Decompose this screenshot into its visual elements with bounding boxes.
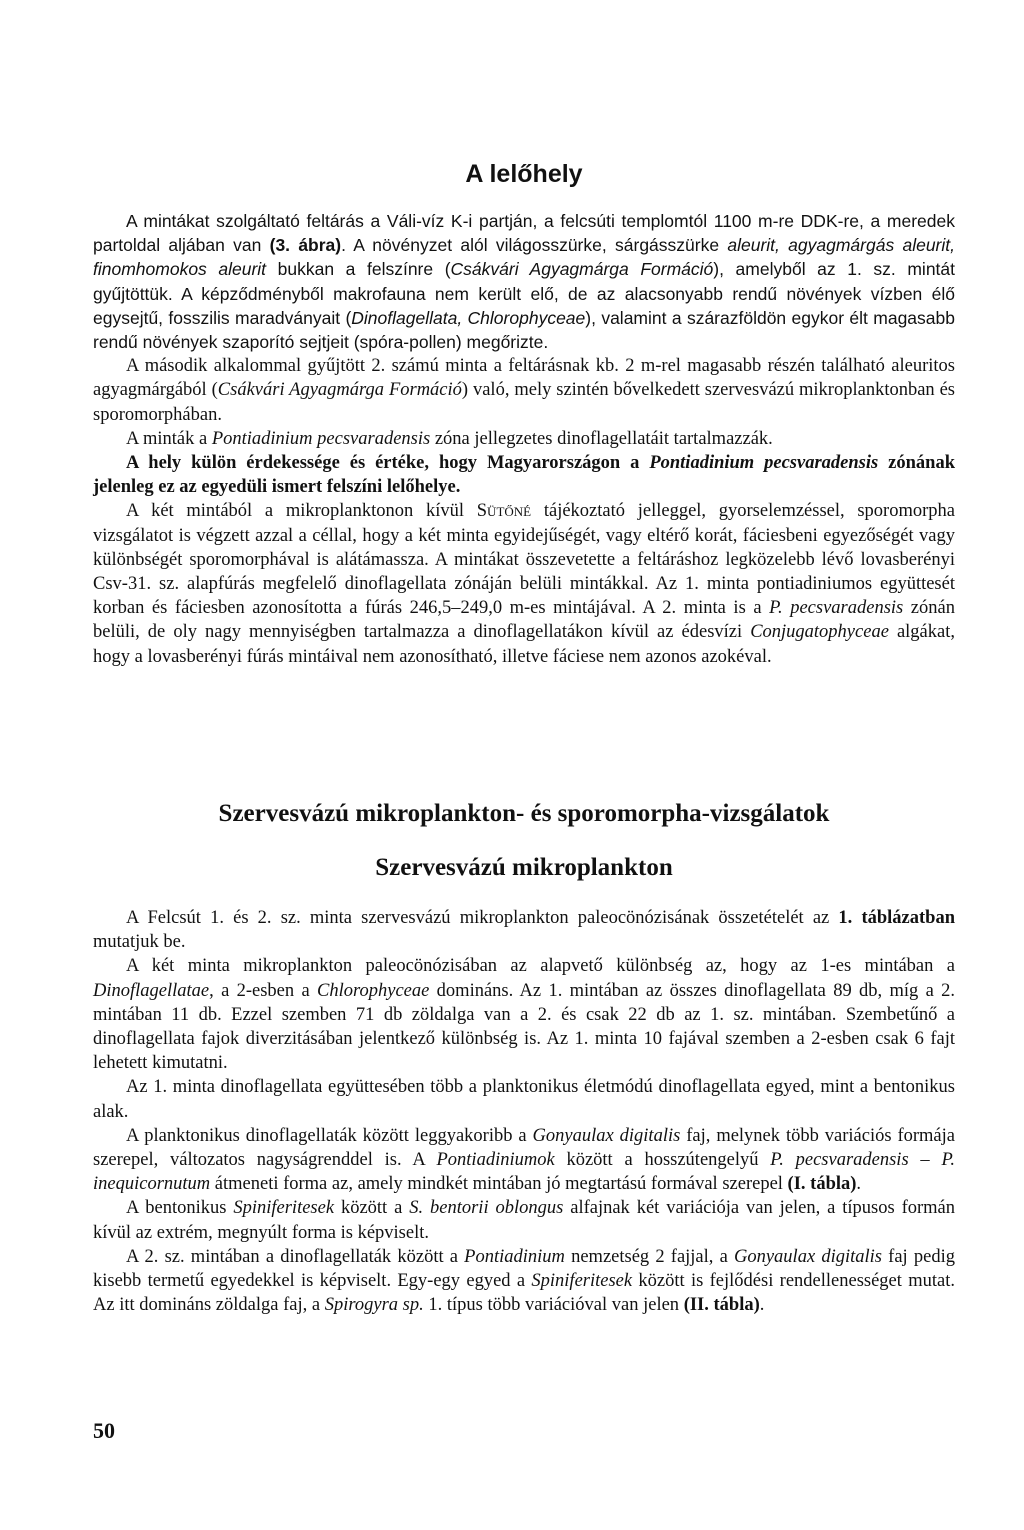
paragraph-difference: A két minta mikroplankton paleocönózisában az alapvető különbség az, hogy az 1-es mintában a Dinoflagellatae, a 2-esben a Chlorophyceae domináns. Az 1. mintában az összes dinoflagellata 89 db, míg a 2. mintában 11 db. Ezzel szemben 71 db zöldalga van a 2. és csak 22 db az 1. sz. mintában. Szembetűnő a dinoflagellata fajok diverzitásában jelentkező különbség is. Az 1. minta 10 fajával szemben a 2-esben csak 6 fajt lehetett kimutatni.: [93, 956, 955, 1074]
paragraph-sporomorpha: A két mintából a mikroplanktonon kívül Sütőné tájékoztató jelleggel, gyorselemzéssel, sporomorpha vizsgálatot is végzett azzal a céllal, hogy a két minta egyidejűségét, vagy eltérő korát, fáciesbeni egyezőségét vagy különbségét sporomorphával is alátámassza. A mintákat összevetette a feltáráshoz legközelebb lévő lovasberényi Csv-31. sz. alapfúrás megfelelő dinoflagellata zónáján belüli mintákkal. Az 1. minta pontiadiniumos együttesét korban és fáciesben azonosította a fúrás 246,5–249,0 m-es mintájával. A 2. minta is a P. pecsvaradensis zónán belüli, de oly nagy mennyiségben tartalmazza a dinoflagellatákon kívül az édesvízi Conjugatophyceae algákat, hogy a lovasberényi fúrás mintáival nem azonosítható, illetve fáciese nem azonos azokéval.: [93, 501, 955, 667]
paragraph-sample2: A 2. sz. mintában a dinoflagellaták között a Pontiadinium nemzetség 2 fajjal, a Gonyaulax digitalis faj pedig kisebb termetű egyedekkel is képviselt. Egy-egy egyed a Spiniferitesek között is fejlődési rendellenességet mutat. Az itt domináns zöldalga faj, a Spirogyra sp. 1. típus több variációval van jelen (II. tábla).: [93, 1246, 955, 1316]
section2-body: [93, 906, 955, 1317]
subsection-heading: Szervesvázú mikroplankton: [375, 854, 673, 881]
author-name: Sütőné: [476, 501, 532, 522]
section1-body: [93, 209, 955, 669]
paragraph-second-sample: A második alkalommal gyűjtött 2. számú minta a feltárásnak kb. 2 m-rel magasabb részén található aleuritos agyagmárgából (Csákvári Agyagmárga Formáció) való, mely szintén bővelkedett szervesvázú mikroplanktonban és sporomorphában.: [93, 356, 955, 425]
section-heading: Szervesvázú mikroplankton- és sporomorpha-vizsgálatok: [218, 800, 830, 827]
paragraph-planktonic: Az 1. minta dinoflagellata együttesében több a planktonikus életmódú dinoflagellata egyed, mint a bentonikus alak.: [93, 1077, 955, 1122]
paragraph-benthic: A bentonikus Spiniferitesek között a S. bentorii oblongus alfajnak két variációja van jelen, a típusos formán kívül az extrém, megnyúlt forma is képviselt.: [93, 1198, 956, 1243]
paragraph-table-intro: A Felcsút 1. és 2. sz. minta szervesvázú mikroplankton paleocönózisának összetételét az 1. táblázatban mutatjuk be.: [93, 908, 955, 953]
paragraph-location: A mintákat szolgáltató feltárás a Váli-víz K-i partján, a felcsúti templomtól 1100 m-re DDK-re, a meredek partoldal aljában van (3. ábra). A növényzet alól világosszürke, sárgásszürke aleurit, agyagmárgás aleurit, finomhomokos aleurit bukkan a felszínre (Csákvári Agyagmárga Formáció), amelyből az 1. sz. mintát gyűjtöttük. A képződményből makrofauna nem került elő, de az alacsonyabb rendű növények vízben élő egysejtű, fosszilis maradványait (Dinoflagellata, Chlorophyceae), valamint a szárazföldön egykor élt magasabb rendű növények szaporító sejtjeit (spóra-pollen) megőrizte.: [93, 211, 956, 353]
paragraph-zone: A minták a Pontiadinium pecsvaradensis zóna jellegzetes dinoflagellatáit tartalmazzák.: [126, 428, 773, 449]
paragraph-significance: A hely külön érdekessége és értéke, hogy Magyarországon a Pontiadinium pecsvaradensis zónának jelenleg ez az egyedüli ismert felszíni lelőhelye.: [93, 453, 955, 498]
page-number: 50: [93, 1418, 115, 1443]
paragraph-gonyaulax: A planktonikus dinoflagellaták között leggyakoribb a Gonyaulax digitalis faj, melynek több variációs formája szerepel, változatos nagyságrenddel is. A Pontiadiniumok között a hosszútengelyű P. pecsvaradensis – P. inequicornutum átmeneti forma az, amely mindkét mintában jó megtartású formával szerepel (I. tábla).: [93, 1125, 955, 1195]
section-title: A lelőhely: [465, 160, 583, 188]
